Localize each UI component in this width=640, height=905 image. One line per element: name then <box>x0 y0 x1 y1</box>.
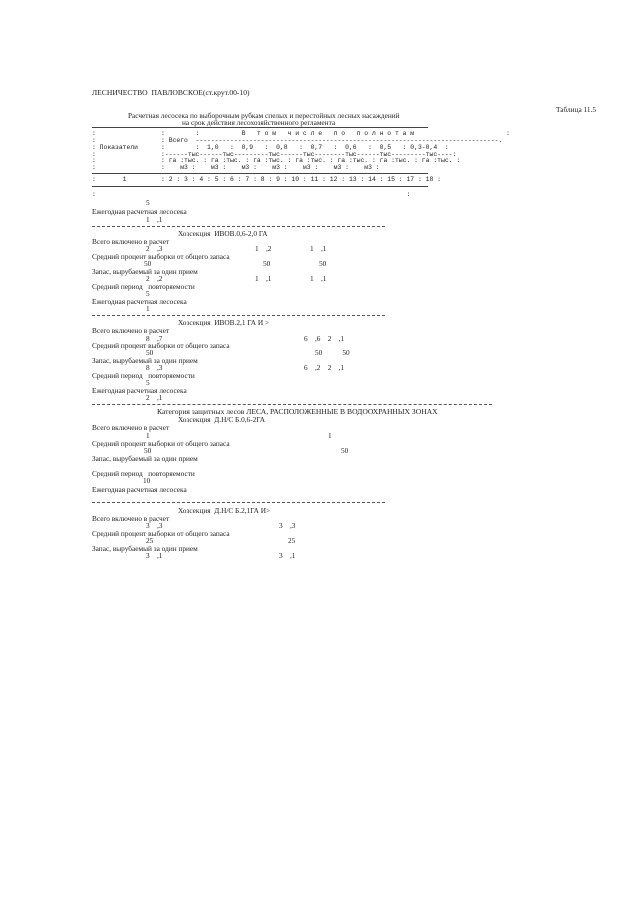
section-title: Хозсекция ИВОВ.2,1 ГА И > <box>178 318 270 327</box>
header-top-rule <box>92 127 428 128</box>
row-label: Средний процент выборки от общего запаса <box>92 252 230 261</box>
category-divider <box>92 404 492 405</box>
period-value: 5 <box>146 198 150 207</box>
cell-value: 2 ,2 <box>146 274 163 283</box>
section-divider <box>92 226 385 227</box>
row-label: Средний процент выборки от общего запаса <box>92 439 230 448</box>
table-title-line2: на срок действия лесохозяйственного регламента <box>182 118 336 127</box>
row-label: Всего включено в расчет <box>92 237 170 246</box>
cell-value: 1 <box>146 431 150 440</box>
section-title: Хозсекция Д.Н/С Б.2,1ГА И> <box>178 506 271 515</box>
row-label: Запас, вырубаемый за один прием <box>92 454 198 463</box>
header-row-1: : : : В т о м ч и с л е п о п о л н о т а м : <box>92 130 511 137</box>
section-divider <box>92 315 385 316</box>
header-row-5: : : га :тыс. : га :тыс. : га :тыс. : га :тыс. : га :тыс. : га :тыс. : га :тыс. : <box>92 157 461 164</box>
row-label: Средний процент выборки от общего запаса <box>92 341 230 350</box>
cell-value: 6 ,6 2 ,1 <box>304 334 345 343</box>
section-title: Хозсекция Д.Н/С Б.0,6-2ГА <box>178 415 265 424</box>
header-bottom-rule <box>92 186 428 187</box>
row-label: Всего включено в расчет <box>92 423 170 432</box>
cell-value: 5 <box>146 289 150 298</box>
table-number: Таблица 11.5 <box>556 105 597 114</box>
row-label: Средний период повторяемости <box>92 469 195 478</box>
cell-value: 10 <box>143 476 151 485</box>
annual-label: Ежегодная расчетная лесосека <box>92 207 187 216</box>
cell-value: 3 ,1 <box>279 551 296 560</box>
row-label: Ежегодная расчетная лесосека <box>92 297 187 306</box>
header-mid-rule <box>92 173 428 174</box>
section-divider <box>92 502 385 503</box>
category-title: Категория защитных лесов ЛЕСА, РАСПОЛОЖЕННЫЕ В ВОДООХРАННЫХ ЗОНАХ <box>157 407 438 416</box>
forestry-title: ЛЕСНИЧЕСТВО ПАВЛОВСКОЕ(ст.крут.00-10) <box>92 88 250 97</box>
annual-value: 1 ,1 <box>146 215 163 224</box>
row-label: Запас, вырубаемый за один прием <box>92 267 198 276</box>
cell-value: 50 <box>144 259 152 268</box>
cell-value: 3 ,3 <box>146 521 163 530</box>
cell-value: 6 ,2 2 ,1 <box>304 363 345 372</box>
cell-value: 25 <box>288 536 296 545</box>
cell-value: 2 ,1 <box>146 393 163 402</box>
row-label: Запас, вырубаемый за один прием <box>92 356 198 365</box>
header-row-6: : : м3 : м3 : м3 : м3 : м3 : м3 : м3 : <box>92 164 380 171</box>
cell-value: 2 ,3 <box>146 244 163 253</box>
cell-value: 1 ,2 <box>255 244 272 253</box>
row-label: Средний период повторяемости <box>92 282 195 291</box>
cell-value: 50 50 <box>315 348 350 357</box>
cell-value: 1 ,1 <box>310 244 327 253</box>
cell-value: 8 ,7 <box>146 334 163 343</box>
header-row-8: : : <box>92 191 411 198</box>
row-label: Средний период повторяемости <box>92 371 195 380</box>
header-row-4: : :------тыс------тыс---------тыс------тыс--------тыс------тыс---------тыс----: <box>92 151 457 158</box>
cell-value: 50 <box>146 348 154 357</box>
row-label: Ежегодная расчетная лесосека <box>92 485 187 494</box>
cell-value: 1 ,1 <box>310 274 327 283</box>
cell-value: 50 <box>263 259 271 268</box>
row-label: Средний процент выборки от общего запаса <box>92 529 230 538</box>
row-label: Всего включено в расчет <box>92 326 170 335</box>
cell-value: 1 ,1 <box>255 274 272 283</box>
cell-value: 8 ,3 <box>146 363 163 372</box>
row-label: Запас, вырубаемый за один прием <box>92 544 198 553</box>
cell-value: 50 <box>341 446 349 455</box>
cell-value: 1 <box>328 431 332 440</box>
header-row-3: : Показатели : : 1,0 : 0,9 : 0,8 : 0,7 : 0,6 : 0,5 : 0,3-0,4 : <box>92 144 449 151</box>
cell-value: 1 <box>146 304 150 313</box>
column-numbers-row: : 1 : 2 : 3 : 4 : 5 : 6 : 7 : 8 : 9 : 10 : 11 : 12 : 13 : 14 : 15 : 17 : 18 : <box>92 176 441 183</box>
cell-value: 3 ,3 <box>279 521 296 530</box>
cell-value: 50 <box>319 259 327 268</box>
row-label: Всего включено в расчет <box>92 514 170 523</box>
header-row-2: : : Всего -------------------------------------------------------------------------------. <box>92 137 503 144</box>
table-title-line1: Расчетная лесосека по выборочным рубкам спелых и перестойных лесных насаждений <box>128 111 400 120</box>
cell-value: 50 <box>144 446 152 455</box>
cell-value: 3 ,1 <box>146 551 163 560</box>
row-label: Ежегодная расчетная лесосека <box>92 386 187 395</box>
cell-value: 5 <box>146 378 150 387</box>
cell-value: 25 <box>146 536 154 545</box>
section-title: Хозсекция ИВОВ.0,6-2,0 ГА <box>178 229 268 238</box>
